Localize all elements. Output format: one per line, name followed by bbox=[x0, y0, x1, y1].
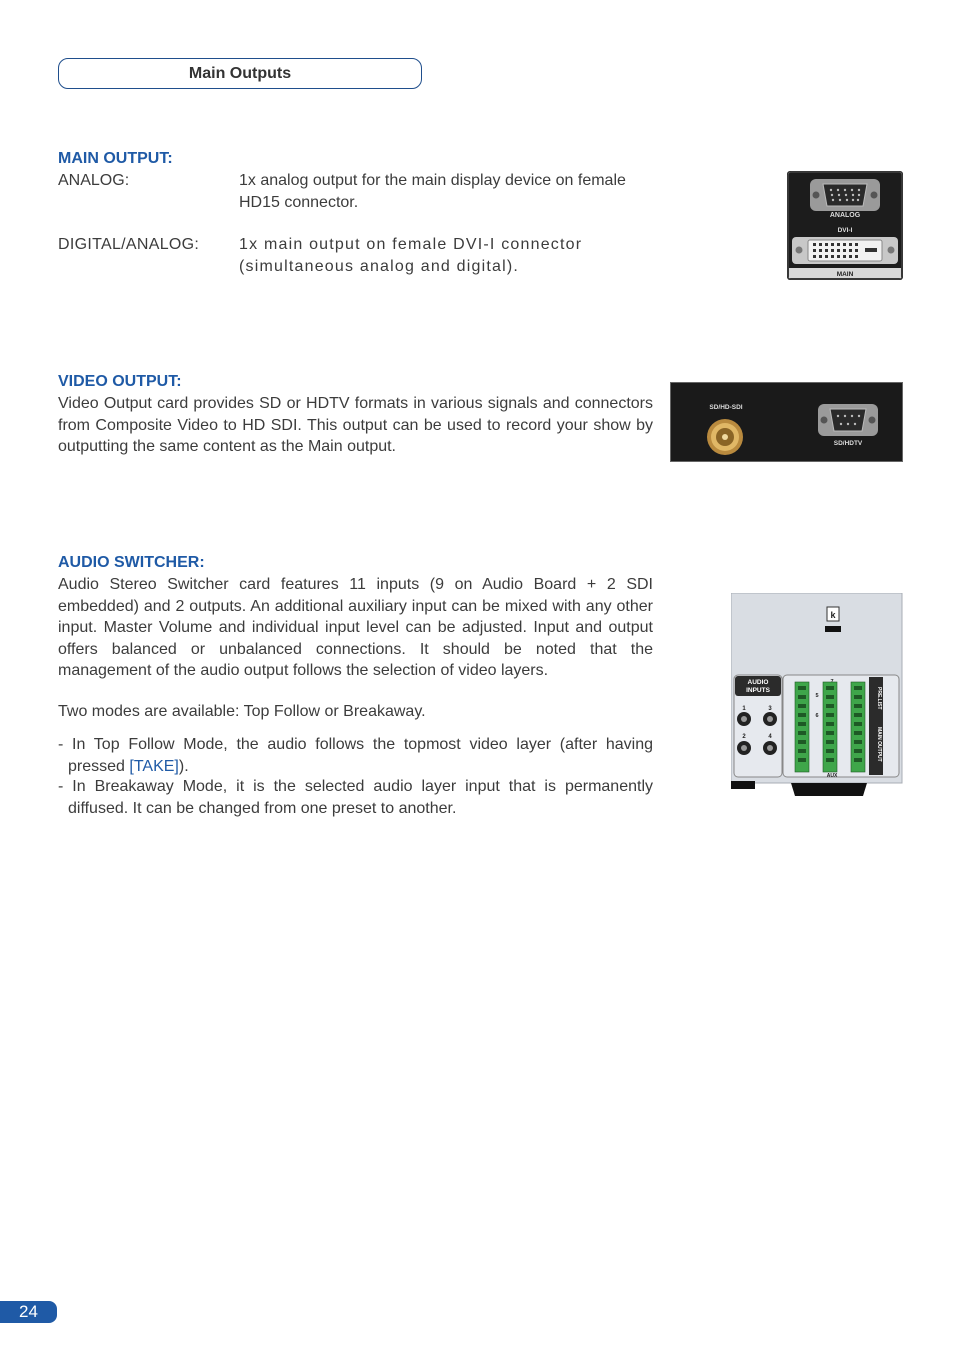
audio-inputs-label-2: INPUTS bbox=[746, 687, 770, 694]
aux-panel-label: AUX bbox=[826, 773, 838, 779]
video-output-panel-image bbox=[670, 382, 903, 462]
digital-analog-term: DIGITAL/ANALOG: bbox=[58, 236, 200, 253]
jack-2-label: 2 bbox=[742, 734, 746, 740]
video-output-body: Video Output card provides SD or HDTV formats in various signals and connectors from Composite Video to HD SDI. This output can be used to record your show by outputting the same content as the Main output. bbox=[58, 395, 653, 455]
block-5-label: 5 bbox=[815, 693, 819, 699]
video-output-heading: VIDEO OUTPUT: bbox=[58, 373, 182, 390]
audio-switcher-body: Audio Stereo Switcher card features 11 inputs (9 on Audio Board + 2 SDI embedded) and 2 outputs. An additional auxiliary input can be mixed with any other input. Master Volume and individual input level can be adjusted. Input and output offers balanced or unbalanced connections. It should be noted that the management of the audio output follows the selection of video layers. bbox=[58, 576, 653, 679]
audio-switcher-panel-image bbox=[731, 593, 903, 798]
preset-panel-label: PRE.LIST bbox=[876, 687, 882, 710]
main-panel-label: MAIN bbox=[836, 271, 854, 278]
svg-text:k: k bbox=[830, 610, 836, 620]
digital-analog-desc: 1x main output on female DVI-I connector (simultaneous analog and digital). bbox=[239, 236, 583, 275]
main-output-panel-image bbox=[787, 171, 903, 280]
digital-analog-row bbox=[58, 234, 653, 280]
analog-desc: 1x analog output for the main display device on female HD15 connector. bbox=[239, 172, 626, 211]
main-output-heading: MAIN OUTPUT: bbox=[58, 150, 173, 167]
jack-4-label: 4 bbox=[768, 734, 772, 740]
breakaway-bullet: - In Breakaway Mode, it is the selected audio layer input that is permanently diffused. It can be changed from one preset to another. bbox=[58, 778, 653, 817]
sdi-panel-label: SD/HD-SDI bbox=[709, 404, 743, 411]
jack-1-label: 1 bbox=[742, 706, 746, 712]
analog-term: ANALOG: bbox=[58, 172, 130, 189]
page-number: 24 bbox=[0, 1301, 57, 1323]
dvi-panel-label: DVI-I bbox=[837, 227, 853, 234]
main-output-panel-label: MAIN OUTPUT bbox=[876, 727, 882, 762]
audio-modes-intro: Two modes are available: Top Follow or Breakaway. bbox=[58, 703, 426, 720]
top-follow-text: - In Top Follow Mode, the audio follows the topmost video layer (after having pressed bbox=[58, 736, 653, 775]
audio-inputs-label-1: AUDIO bbox=[747, 679, 769, 686]
audio-switcher-heading: AUDIO SWITCHER: bbox=[58, 554, 205, 571]
section-tab: Main Outputs bbox=[58, 58, 422, 89]
jack-3-label: 3 bbox=[768, 706, 772, 712]
take-link[interactable]: [TAKE] bbox=[129, 757, 179, 775]
top-follow-text-end: ). bbox=[178, 757, 189, 775]
top-follow-bullet bbox=[58, 734, 653, 777]
analog-panel-label: ANALOG bbox=[829, 212, 861, 219]
hdtv-panel-label: SD/HDTV bbox=[833, 440, 863, 447]
block-6-label: 6 bbox=[815, 713, 819, 719]
analog-row bbox=[58, 170, 653, 216]
